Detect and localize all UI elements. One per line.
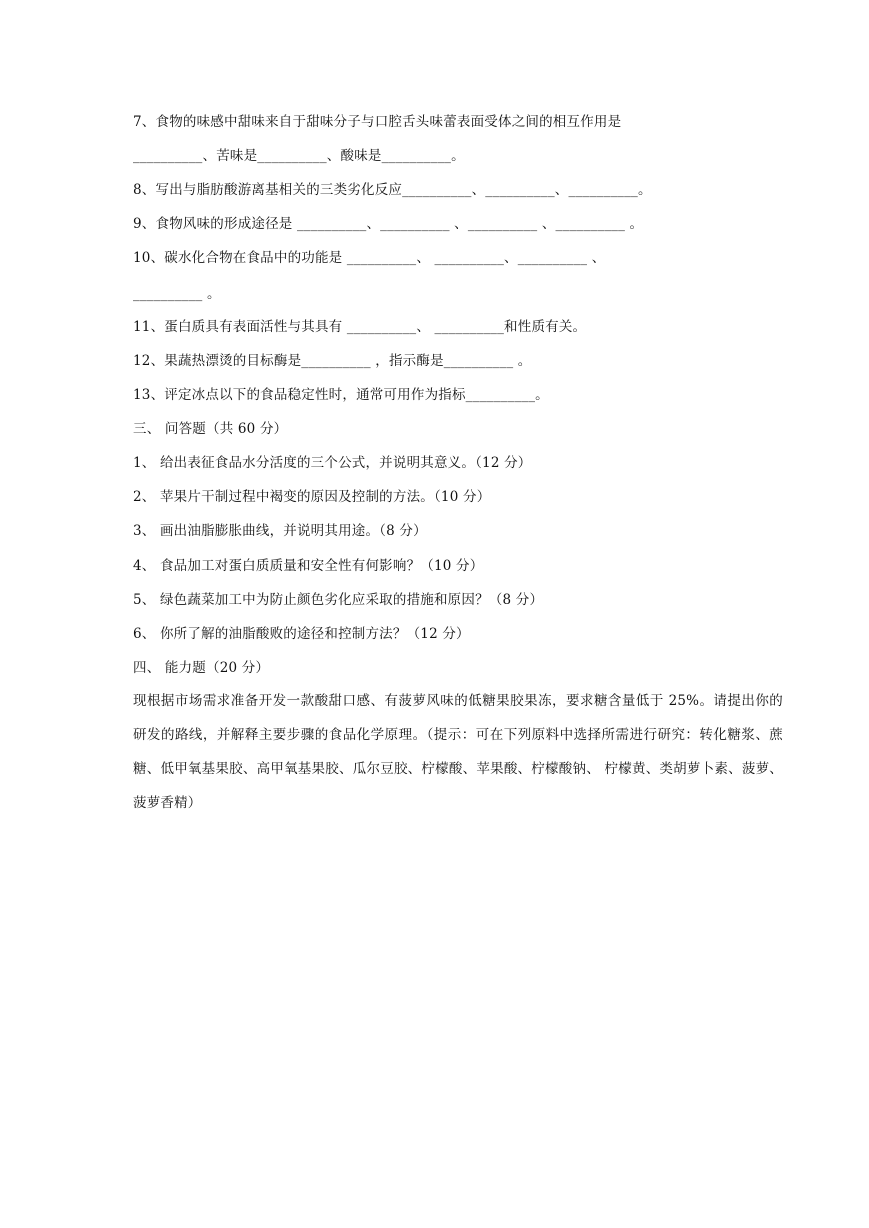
essay-question-3: 3、 画出油脂膨胀曲线，并说明其用途。（8 分） [133,523,427,539]
section-3-heading: 三、 问答题（共 60 分） [133,421,288,437]
essay-question-1: 1、 给出表征食品水分活度的三个公式，并说明其意义。（12 分） [133,455,532,471]
question-7-line-1: 7、食物的味感中甜味来自于甜味分子与口腔舌头味蕾表面受体之间的相互作用是 [133,114,622,130]
essay-question-2: 2、 苹果片干制过程中褐变的原因及控制的方法。（10 分） [133,489,491,505]
essay-question-6: 6、 你所了解的油脂酸败的途径和控制方法？（12 分） [133,626,470,642]
question-10-line-2: __________ 。 [133,286,221,302]
section-4-heading: 四、 能力题（20 分） [133,660,270,676]
question-7-line-2: __________、苦味是__________、酸味是__________。 [133,148,465,164]
question-12: 12、果蔬热漂烫的目标酶是__________ ，指示酶是__________ 。 [133,353,532,369]
question-10-line-1: 10、碳水化合物在食品中的功能是 __________、 __________、__________ 、 [133,250,606,266]
essay-question-4: 4、 食品加工对蛋白质质量和安全性有何影响？（10 分） [133,558,484,574]
ability-question-text: 现根据市场需求准备开发一款酸甜口感、有菠萝风味的低糖果胶果冻，要求糖含量低于 25%。请提出你的研发的路线，并解释主要步骤的食品化学原理。（提示：可在下列原料中选择所需进行研究：转化糖浆、蔗糖、低甲氧基果胶、高甲氧基果胶、瓜尔豆胶、柠檬酸、苹果酸、柠檬酸钠、 柠檬黄、类胡萝卜素、菠萝、菠萝香精） [133,693,783,811]
question-11: 11、蛋白质具有表面活性与其具有 __________、 __________和性质有关。 [133,319,587,335]
question-13: 13、评定冰点以下的食品稳定性时，通常可用作为指标__________。 [133,387,549,403]
essay-question-5: 5、 绿色蔬菜加工中为防止颜色劣化应采取的措施和原因？（8 分） [133,592,544,608]
question-9: 9、食物风味的形成途径是 __________、__________ 、__________ 、__________ 。 [133,216,644,232]
question-8: 8、写出与脂肪酸游离基相关的三类劣化反应__________、__________、__________。 [133,182,652,198]
